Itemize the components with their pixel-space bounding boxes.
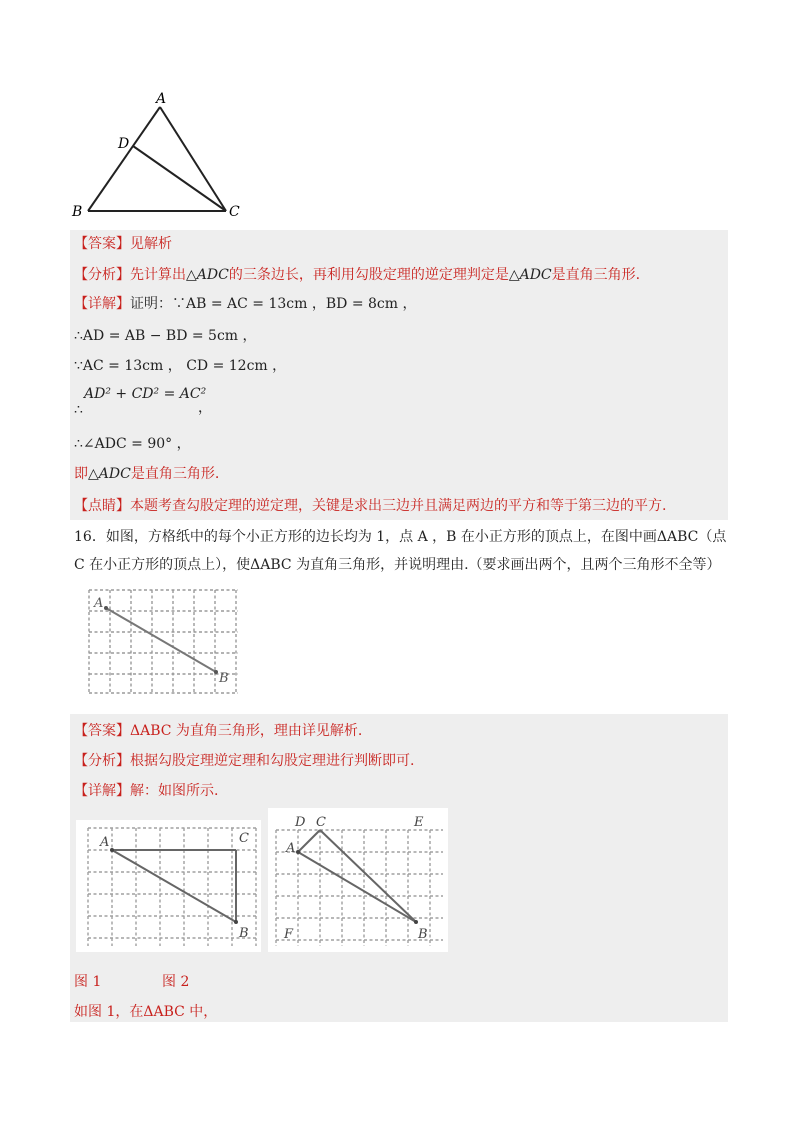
q15-point-line bbox=[74, 496, 666, 516]
q15-detail-line-5: ∴∠ADC = 90° ， bbox=[74, 436, 191, 452]
q15-detail-line-3: ∵AC = 13cm ， CD = 12cm ， bbox=[74, 358, 287, 374]
answer-tag: 【答案】 bbox=[74, 236, 130, 252]
q15-therefore-symbol: ∴ bbox=[74, 402, 83, 418]
detail-tag: 【详解】 bbox=[74, 296, 130, 312]
q15-answer-line bbox=[74, 234, 172, 254]
solution-figure-2 bbox=[268, 808, 448, 952]
q16-detail-line bbox=[74, 781, 218, 801]
vertex-label-d: D bbox=[118, 136, 130, 152]
vertex-label-c: C bbox=[229, 204, 240, 220]
detail-tag: 【详解】 bbox=[74, 783, 130, 799]
fig2-label-f: F bbox=[284, 927, 294, 942]
q16-final-line: 如图 1，在ΔABC 中， bbox=[74, 1004, 218, 1020]
q16-question-line-2: C 在小正方形的顶点上），使ΔABC 为直角三角形，并说明理由.（要求画出两个，且两个三角形不全等） bbox=[74, 557, 721, 573]
fig2-label-d: D bbox=[295, 815, 306, 830]
analysis-text: 是直角三角形. bbox=[551, 267, 641, 283]
point-text: 本题考查勾股定理的逆定理，关键是求出三边并且满足两边的平方和等于第三边的平方. bbox=[130, 498, 667, 514]
analysis-tag: 【分析】 bbox=[74, 267, 130, 283]
triangle-symbol: △ADC bbox=[508, 267, 552, 283]
detail-text: 是直角三角形. bbox=[130, 466, 220, 482]
fig1-label-a: A bbox=[100, 835, 110, 850]
fig2-label-a: A bbox=[286, 841, 296, 856]
fig2-label-b: B bbox=[418, 927, 428, 942]
triangle-figure bbox=[70, 90, 260, 230]
analysis-tag: 【分析】 bbox=[74, 753, 130, 769]
solution-figure-1 bbox=[76, 820, 261, 952]
triangle-symbol: △ADC bbox=[186, 267, 229, 283]
fig2-label-e: E bbox=[414, 815, 424, 830]
figure-2-caption: 图 2 bbox=[162, 974, 190, 990]
triangle-symbol: △ADC bbox=[88, 466, 131, 482]
vertex-label-a: A bbox=[156, 91, 167, 107]
analysis-text: 先计算出 bbox=[130, 267, 186, 283]
answer-text: ΔABC 为直角三角形，理由详见解析. bbox=[130, 723, 363, 739]
q15-analysis-line bbox=[74, 265, 640, 285]
fig1-label-c: C bbox=[239, 831, 249, 846]
analysis-text: 的三条边长，再利用勾股定理的逆定理判定是 bbox=[228, 267, 509, 283]
fig1-label-b: B bbox=[239, 926, 249, 941]
answer-tag: 【答案】 bbox=[74, 723, 130, 739]
detail-text: 证明：∵AB = AC = 13cm ，BD = 8cm ， bbox=[130, 296, 417, 312]
q15-detail-line-6 bbox=[74, 464, 219, 484]
q16-grid-figure bbox=[84, 586, 242, 696]
grid-label-a: A bbox=[94, 596, 104, 611]
vertex-label-b: B bbox=[72, 204, 83, 220]
q16-answer-line bbox=[74, 721, 362, 741]
figure-1-caption: 图 1 bbox=[74, 974, 102, 990]
q16-question-line-1: 16．如图，方格纸中的每个小正方形的边长均为 1，点 A ，B 在小正方形的顶点上，在图中画ΔABC（点 bbox=[74, 529, 727, 545]
point-tag: 【点睛】 bbox=[74, 498, 130, 514]
q15-detail-line-4: AD² + CD² = AC² bbox=[84, 386, 207, 402]
grid-label-b: B bbox=[219, 671, 229, 686]
detail-text: 解：如图所示. bbox=[130, 783, 219, 799]
q15-detail-comma: ， bbox=[198, 400, 212, 416]
q16-analysis-line bbox=[74, 751, 414, 771]
detail-text: 即 bbox=[74, 466, 88, 482]
answer-text: 见解析 bbox=[130, 236, 172, 252]
q15-detail-line-2: ∴AD = AB − BD = 5cm ， bbox=[74, 328, 257, 344]
fig2-label-c: C bbox=[316, 815, 326, 830]
q15-detail-line-1 bbox=[74, 294, 416, 314]
analysis-text: 根据勾股定理逆定理和勾股定理进行判断即可. bbox=[130, 753, 415, 769]
